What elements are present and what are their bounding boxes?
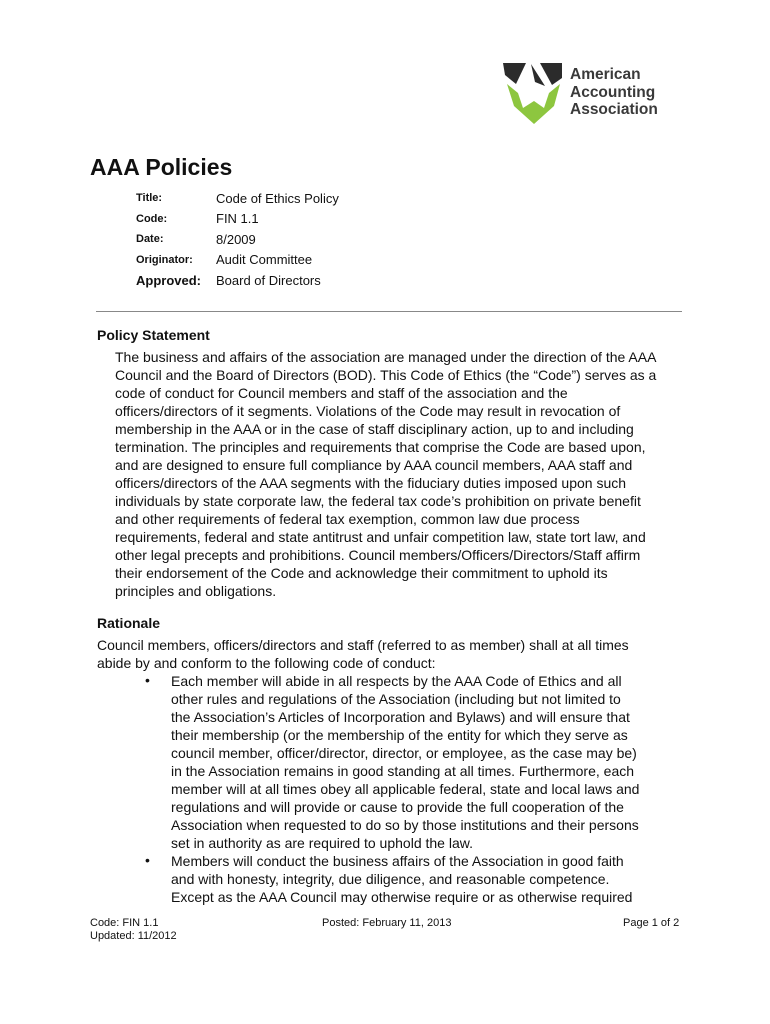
- text-line: Members will conduct the business affairs of the Association in good faith: [171, 853, 624, 869]
- footer-code: Code: FIN 1.1: [90, 917, 159, 929]
- text-line: Except as the AAA Council may otherwise require or as otherwise required: [171, 889, 633, 905]
- meta-label: Approved:: [136, 272, 201, 288]
- meta-value: Code of Ethics Policy: [216, 190, 339, 206]
- logo-line-2: Accounting: [570, 83, 656, 101]
- meta-value: FIN 1.1: [216, 211, 259, 227]
- text-line: officers/directors of it segments. Violations of the Code may result in revocation of: [115, 403, 621, 419]
- text-line: and are designed to ensure full compliance by AAA council members, AAA staff and: [115, 457, 633, 473]
- text-line: principles and obligations.: [115, 583, 277, 599]
- text-line: member will at all times obey all applicable federal, state and local laws and: [171, 781, 640, 797]
- footer-posted: Posted: February 11, 2013: [322, 917, 452, 929]
- policy-statement-body: [115, 348, 656, 600]
- text-line: their membership (or the membership of the entity for which they serve as: [171, 727, 628, 743]
- meta-row-code: [136, 209, 339, 230]
- text-line: requirements, federal and state antitrust and unfair competition law, state tort law, and: [115, 529, 646, 545]
- text-line: Association when requested to do so by those institutions and their persons: [171, 817, 639, 833]
- rationale-intro: [97, 636, 629, 672]
- text-line: Each member will abide in all respects by the AAA Code of Ethics and all: [171, 673, 622, 689]
- text-line: other rules and regulations of the Association (including but not limited to: [171, 691, 621, 707]
- rationale-bullet-2: [171, 852, 632, 906]
- text-line: set in authority as are required to uphold the law.: [171, 835, 473, 851]
- meta-label: Title:: [136, 192, 163, 205]
- text-line: The business and affairs of the association are managed under the direction of the AAA: [115, 349, 657, 365]
- meta-row-title: [136, 188, 339, 209]
- text-line: membership in the AAA or in the case of staff disciplinary action, up to and including: [115, 421, 634, 437]
- text-line: council member, officer/director, director, or employee, as the case may be): [171, 745, 637, 761]
- policy-meta-table: [136, 188, 339, 291]
- text-line: regulations and will provide or cause to provide the full cooperation of the: [171, 799, 624, 815]
- aaa-logo-icon: [500, 58, 566, 130]
- rationale-heading: Rationale: [97, 615, 161, 631]
- meta-row-originator: [136, 250, 339, 271]
- text-line: Council members, officers/directors and staff (referred to as member) shall at all times: [97, 637, 629, 653]
- footer-page-number: Page 1 of 2: [623, 917, 680, 929]
- logo-line-1: American: [570, 66, 641, 83]
- page-title: AAA Policies: [90, 154, 233, 180]
- footer-code-block: [90, 917, 177, 943]
- meta-value: 8/2009: [216, 231, 256, 247]
- logo-wordmark: [570, 66, 658, 119]
- text-line: and with honesty, integrity, due diligence, and reasonable competence.: [171, 871, 610, 887]
- logo-line-3: Association: [570, 101, 658, 118]
- meta-label: Date:: [136, 233, 164, 246]
- meta-row-approved: [136, 270, 339, 291]
- text-line: in the Association remains in good standing at all times. Furthermore, each: [171, 763, 635, 779]
- meta-row-date: [136, 229, 339, 250]
- aaa-logo: [500, 58, 690, 130]
- bullet-icon: •: [145, 672, 150, 688]
- text-line: and other requirements of federal tax exemption, common law due process: [115, 511, 580, 527]
- text-line: officers/directors of the AAA segments with the fiduciary duties imposed upon such: [115, 475, 627, 491]
- text-line: other legal precepts and prohibitions. Council members/Officers/Directors/Staff affirm: [115, 547, 641, 563]
- bullet-icon: •: [145, 852, 150, 868]
- text-line: abide by and conform to the following code of conduct:: [97, 655, 436, 671]
- rationale-bullet-1: [171, 672, 639, 852]
- text-line: their endorsement of the Code and acknowledge their commitment to uphold its: [115, 565, 608, 581]
- text-line: code of conduct for Council members and staff of the association and the: [115, 385, 568, 401]
- policy-statement-heading: Policy Statement: [97, 327, 210, 343]
- text-line: Council and the Board of Directors (BOD). This Code of Ethics (the “Code”) serves as a: [115, 367, 657, 383]
- meta-value: Audit Committee: [216, 252, 313, 268]
- footer-updated: Updated: 11/2012: [90, 930, 177, 942]
- meta-label: Code:: [136, 212, 168, 225]
- divider: [96, 311, 682, 312]
- meta-value: Board of Directors: [216, 272, 321, 288]
- meta-label: Originator:: [136, 253, 193, 266]
- text-line: termination. The principles and requirements that comprise the Code are based upon,: [115, 439, 646, 455]
- text-line: individuals by state corporate law, the federal tax code’s prohibition on private benefit: [115, 493, 641, 509]
- text-line: the Association’s Articles of Incorporation and Bylaws) and will ensure that: [171, 709, 630, 725]
